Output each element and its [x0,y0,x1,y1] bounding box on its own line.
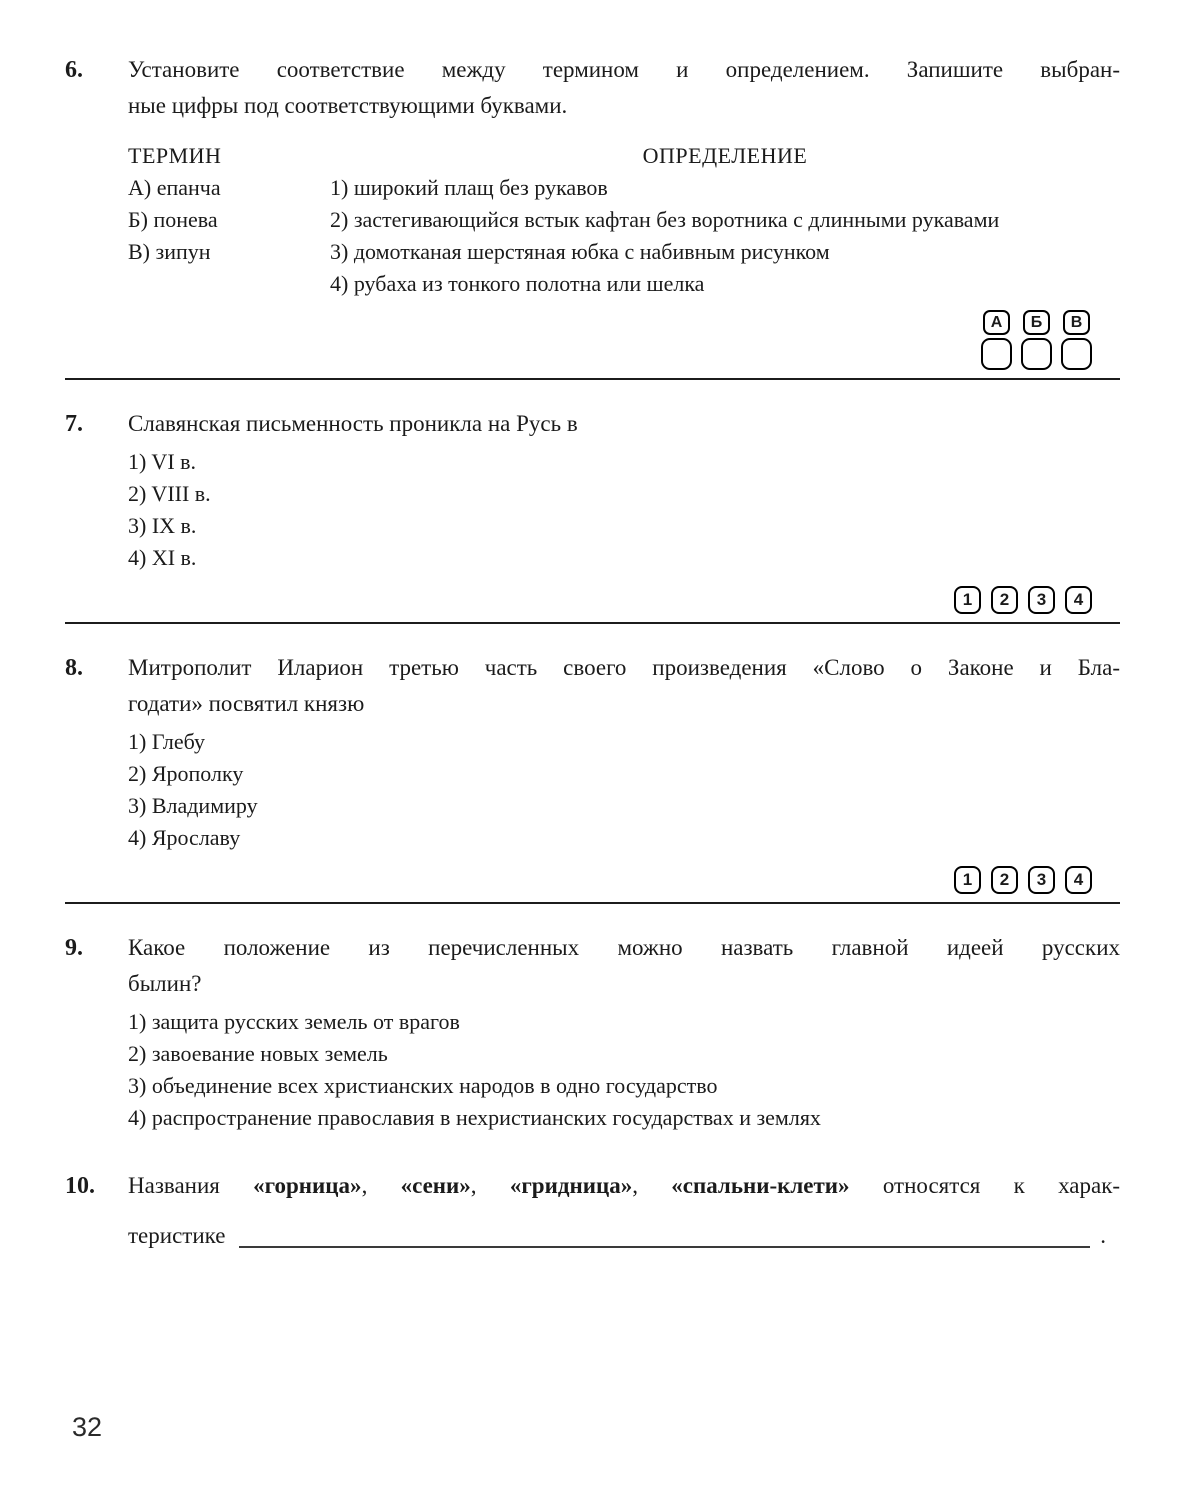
question-number: 9. [65,935,83,961]
option-item: 2) завоевание новых земель [128,1041,388,1066]
answer-column-v [1061,310,1092,370]
answer-input-box[interactable] [981,338,1012,370]
answer-digit-box[interactable]: 3 [1028,586,1055,614]
text-part: Названия [128,1173,254,1198]
answer-column-b [1021,310,1052,370]
term-item: Б) понева [128,207,218,232]
fill-in-row [128,1218,1120,1254]
definition-item: 2) застегивающийся встык кафтан без воротника с длинными рукавами [330,207,1000,232]
answer-digit-row [65,586,1120,614]
definitions-column [330,140,1120,300]
options-list [128,726,1120,854]
match-table [128,140,1120,300]
question-text-line: ные цифры под соответствующими буквами. [128,93,568,118]
option-item: 1) защита русских земель от врагов [128,1009,460,1034]
text-part: относятся к харак- [849,1173,1121,1198]
option-item: 3) объединение всех христианских народов в одно государство [128,1073,718,1098]
answer-letter-box: Б [1023,310,1050,335]
section-divider [65,378,1120,380]
option-item: 4) XI в. [128,545,197,570]
definition-item: 1) широкий плащ без рукавов [330,175,608,200]
option-item: 3) Владимиру [128,793,258,818]
term-item: В) зипун [128,239,211,264]
sentence-period: . [1100,1223,1106,1248]
answer-digit-row [65,866,1120,894]
question-text-line [128,1168,1120,1204]
answer-letter-box: В [1063,310,1090,335]
question-text-line: Установите соответствие между термином и определением. Запишите выбран- [128,57,1120,82]
question-text-line: Какое положение из перечисленных можно назвать главной идеей русских [128,935,1120,960]
question-number: 7. [65,411,83,437]
quoted-term: «горница» [253,1173,362,1198]
answer-digit-box[interactable]: 3 [1028,866,1055,894]
definition-item: 4) рубаха из тонкого полотна или шелка [330,271,705,296]
quoted-term: «гридница» [509,1173,633,1198]
question-7 [65,406,1120,614]
question-text-line: Славянская письменность проникла на Русь в [128,411,578,436]
quoted-term: «сени» [400,1173,471,1198]
quoted-term: «спальни-клети» [671,1173,850,1198]
terms-header: ТЕРМИН [128,143,222,168]
option-item: 3) IX в. [128,513,197,538]
option-item: 4) Ярославу [128,825,241,850]
question-text-line: Митрополит Иларион третью часть своего произведения «Слово о Законе и Бла- [128,655,1120,680]
terms-column [128,140,330,300]
question-number: 6. [65,57,83,83]
option-item: 1) VI в. [128,449,197,474]
answer-letter-box: А [983,310,1010,335]
question-8 [65,650,1120,894]
answer-digit-box[interactable]: 2 [991,866,1018,894]
answer-digit-box[interactable]: 2 [991,586,1018,614]
question-text-line: годати» посвятил князю [128,691,365,716]
text-part: , [632,1173,672,1198]
section-divider [65,622,1120,624]
question-10 [65,1168,1120,1254]
option-item: 2) Ярополку [128,761,244,786]
options-list [128,1006,1120,1134]
answer-digit-box[interactable]: 1 [954,866,981,894]
options-list [128,446,1120,574]
answer-input-box[interactable] [1061,338,1092,370]
answer-digit-box[interactable]: 1 [954,586,981,614]
option-item: 4) распространение православия в нехристианских государствах и землях [128,1105,821,1130]
page-number: 32 [72,1412,103,1442]
definition-item: 3) домотканая шерстяная юбка с набивным рисунком [330,239,830,264]
definitions-header: ОПРЕДЕЛЕНИЕ [642,143,808,168]
text-part: , [470,1173,510,1198]
answer-column-a [981,310,1012,370]
answer-input-box[interactable] [1021,338,1052,370]
option-item: 2) VIII в. [128,481,211,506]
section-divider [65,902,1120,904]
question-number: 8. [65,655,83,681]
answer-digit-box[interactable]: 4 [1065,866,1092,894]
answer-grid-letters [65,310,1120,370]
question-9 [65,930,1120,1134]
question-number: 10. [65,1173,95,1199]
option-item: 1) Глебу [128,729,205,754]
fill-in-label: теристике [128,1223,226,1248]
question-6 [65,52,1120,370]
term-item: А) епанча [128,175,221,200]
answer-digit-box[interactable]: 4 [1065,586,1092,614]
question-text-line: былин? [128,971,202,996]
fill-in-blank[interactable] [239,1224,1090,1248]
text-part: , [361,1173,401,1198]
